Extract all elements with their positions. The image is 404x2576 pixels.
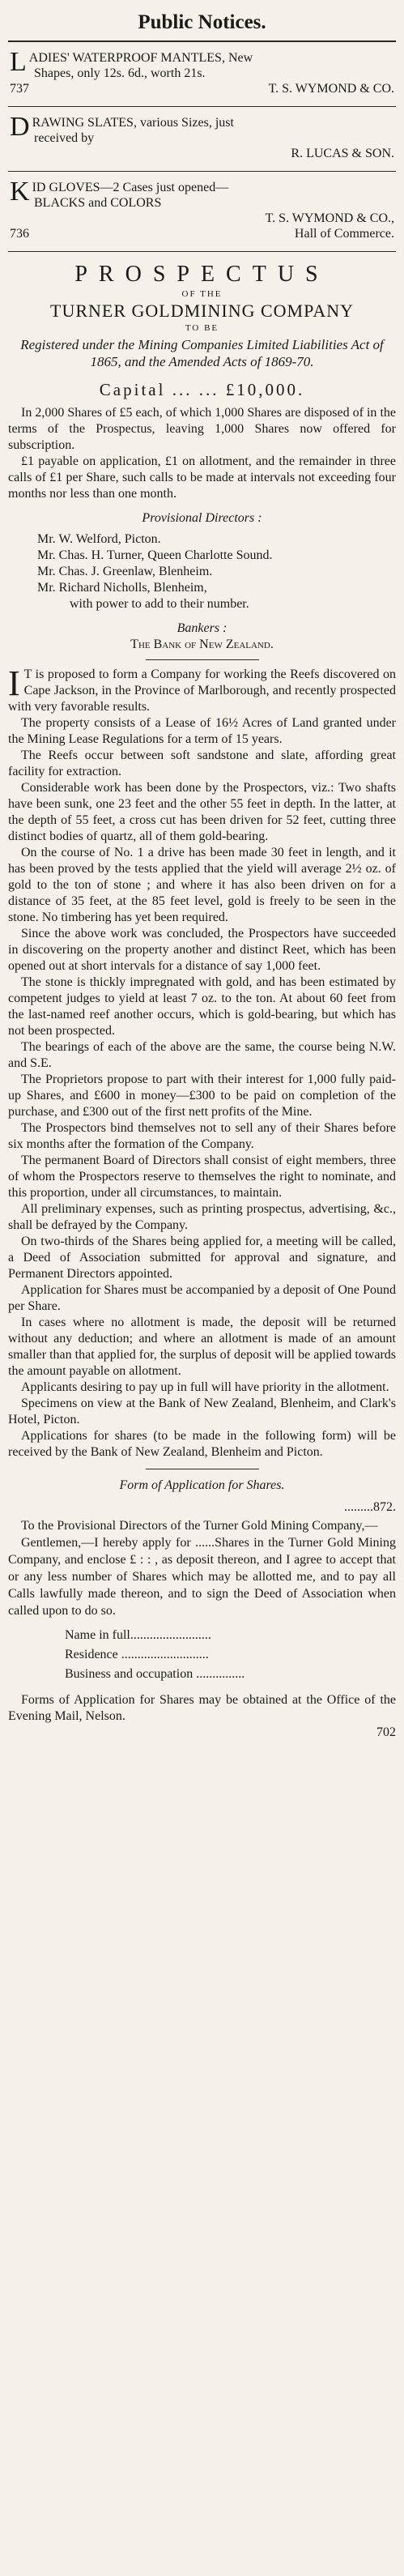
drop-cap: D [10, 112, 30, 142]
directors-list [8, 531, 396, 612]
director-item: Mr. Chas. H. Turner, Queen Charlotte Sound. [37, 548, 273, 562]
drop-cap: I [8, 663, 20, 703]
capital-line: Capital ... ... £10,000. [99, 380, 305, 399]
ad-line2: BLACKS and COLORS [34, 196, 162, 210]
ad-place: Hall of Commerce. [294, 227, 394, 241]
form-fields [8, 1626, 396, 1684]
ad-drawing-slates [8, 110, 396, 168]
body-paragraph: Applicants desiring to pay up in full will have priority in the allotment. [21, 1380, 389, 1394]
ad-text: ADIES' WATERPROOF MANTLES, New [28, 51, 253, 65]
ad-advertiser: T. S. WYMOND & CO. [268, 82, 394, 96]
ad-text: ID GLOVES—2 Cases just opened— [32, 181, 229, 194]
form-heading: Form of Application for Shares. [119, 1478, 285, 1492]
ad-number: 736 [10, 227, 29, 241]
body-paragraph: The bearings of each of the above are the same, the course being N.W. and S.E. [8, 1040, 396, 1070]
drop-cap: L [10, 47, 27, 77]
footer-text: Forms of Application for Shares may be obtained at the Office of the Evening Mail, Nelson. [8, 1693, 396, 1723]
section-title: Public Notices. [138, 11, 266, 33]
company-name: TURNER GOLDMINING COMPANY [50, 301, 354, 321]
body-paragraph: Since the above work was concluded, the Prospectors have succeeded in discovering on the property another and distinct Reet, which has been opened out at short intervals for a distance of say 1,000 feet. [8, 927, 396, 973]
director-item: Mr. Richard Nicholls, Blenheim, [37, 581, 207, 595]
prospectus-body [8, 663, 396, 1461]
ad-line2: received by [34, 131, 95, 145]
footer-number: 702 [376, 1725, 396, 1739]
newspaper-page [8, 0, 396, 1741]
divider [8, 251, 396, 252]
form-field-name: Name in full......................... [65, 1628, 211, 1642]
body-paragraph: The permanent Board of Directors shall consist of eight members, three of whom the Prospectors reserve to themselves the right to nominate, and this proportion, under all circumstances, to maintain. [8, 1154, 396, 1200]
body-paragraph: The property consists of a Lease of 16½ Acres of Land granted under the Mining Lease Regulations for a term of 15 years. [8, 716, 396, 746]
ad-text: RAWING SLATES, various Sizes, just [32, 116, 234, 130]
divider [8, 171, 396, 172]
ad-number: 737 [10, 82, 29, 96]
divider [8, 106, 396, 107]
body-paragraph: The stone is thickly impregnated with gold, and has been estimated by competent judges to yield at least 7 oz. to the ton. At about 60 feet from the last-named reef another occurs, which is gold-bearing, but which has not been prospected. [8, 975, 396, 1038]
form-field-business: Business and occupation ............... [65, 1667, 245, 1681]
body-paragraph: Considerable work has been done by the Prospectors, viz.: Two shafts have been sunk, one 23 feet and the other 55 feet in depth. In the latter, at the depth of 55 feet, a cross cut has been driven for 52 feet, cutting three distinct bodies of quartz, all of them gold-bearing. [8, 781, 396, 843]
of-the: OF THE [181, 289, 223, 299]
ad-advertiser: T. S. WYMOND & CO., [265, 211, 394, 225]
shares-paragraph: In 2,000 Shares of £5 each, of which 1,000 Shares are disposed of in the terms of the Prospectus, leaving 1,000 Shares now offered for subscription. [8, 406, 396, 452]
divider [146, 659, 259, 660]
power-note: with power to add to their number. [70, 597, 249, 611]
ad-advertiser: R. LUCAS & SON. [291, 147, 394, 160]
form-number: .........872. [344, 1500, 396, 1514]
body-paragraph: The Prospectors bind themselves not to sell any of their Shares before six months after the formation of the Company. [8, 1121, 396, 1151]
to-be: TO BE [185, 323, 219, 333]
director-item: Mr. Chas. J. Greenlaw, Blenheim. [37, 565, 213, 578]
form-addressee: To the Provisional Directors of the Turner Gold Mining Company,— [21, 1519, 378, 1533]
divider [8, 41, 396, 42]
body-paragraph: In cases where no allotment is made, the deposit will be returned without any deduction; and where an allotment is made of an amount smaller than that applied for, the surplus of deposit will be applied towards the amount payable on allotment. [8, 1316, 396, 1378]
body-paragraph: Applications for shares (to be made in the following form) will be received by the Bank of New Zealand, Blenheim and Picton. [8, 1429, 396, 1459]
body-paragraph: Application for Shares must be accompanied by a deposit of One Pound per Share. [8, 1283, 396, 1313]
body-paragraph: The Reefs occur between soft sandstone and slate, affording great facility for extraction. [8, 748, 396, 778]
director-item: Mr. W. Welford, Picton. [37, 532, 161, 546]
body-paragraph: The Proprietors propose to part with their interest for 1,000 fully paid-up Shares, and £600 in money—£300 to be paid on completion of the purchase, and £300 out of the first nett profits of the Mine. [8, 1073, 396, 1119]
provisional-directors-heading: Provisional Directors : [142, 511, 262, 525]
prospectus-header [8, 255, 396, 370]
body-paragraph: All preliminary expenses, such as printing prospectus, advertising, &c., shall be defrayed by the Company. [8, 1202, 396, 1232]
body-paragraph: T is proposed to form a Company for working the Reefs discovered on Cape Jackson, in the Province of Marlborough, and recently prospected with very favorable results. [8, 667, 396, 714]
prospectus-word: PROSPECTUS [74, 262, 330, 287]
footer-note [8, 1692, 396, 1741]
body-paragraph: Specimens on view at the Bank of New Zealand, Blenheim, and Clark's Hotel, Picton. [8, 1397, 396, 1427]
bankers-heading: Bankers : [176, 621, 228, 635]
bank-name: The Bank of New Zealand. [130, 638, 274, 651]
payment-paragraph: £1 payable on application, £1 on allotment, and the remainder in three calls of £1 per Share, such calls to be made at intervals not exceeding four months nor less than one month. [8, 454, 396, 501]
body-paragraph: On the course of No. 1 a drive has been made 30 feet in length, and it has been proved by the tests applied that the yield will average 2½ oz. of gold to the ton of stone ; and where it has also been driven on for a distance of 35 feet, at the 85 feet level, gold is freely to be seen in the stone. No timbering has yet been required. [8, 846, 396, 924]
ad-line2: Shapes, only 12s. 6d., worth 21s. [34, 66, 206, 80]
drop-cap: K [10, 177, 30, 207]
registration-note: Registered under the Mining Companies Limited Liabilities Act of 1865, and the Amended Acts of 1869-70. [20, 337, 384, 369]
form-body: Gentlemen,—I hereby apply for ......Shares in the Turner Gold Mining Company, and enclose £ : : , as deposit thereon, and I agree to accept that or any less number of Shares which may be allotted me, and to pay all Calls lawfully made thereon, and to sign the Deed of Association when called upon to do so. [8, 1536, 396, 1618]
ad-kid-gloves [8, 175, 396, 248]
body-paragraph: On two-thirds of the Shares being applied for, a meeting will be called, a Deed of Association submitted for approval and signature, and Permanent Directors appointed. [8, 1235, 396, 1281]
ad-waterproof-mantles [8, 45, 396, 103]
form-field-residence: Residence ........................... [65, 1648, 209, 1661]
